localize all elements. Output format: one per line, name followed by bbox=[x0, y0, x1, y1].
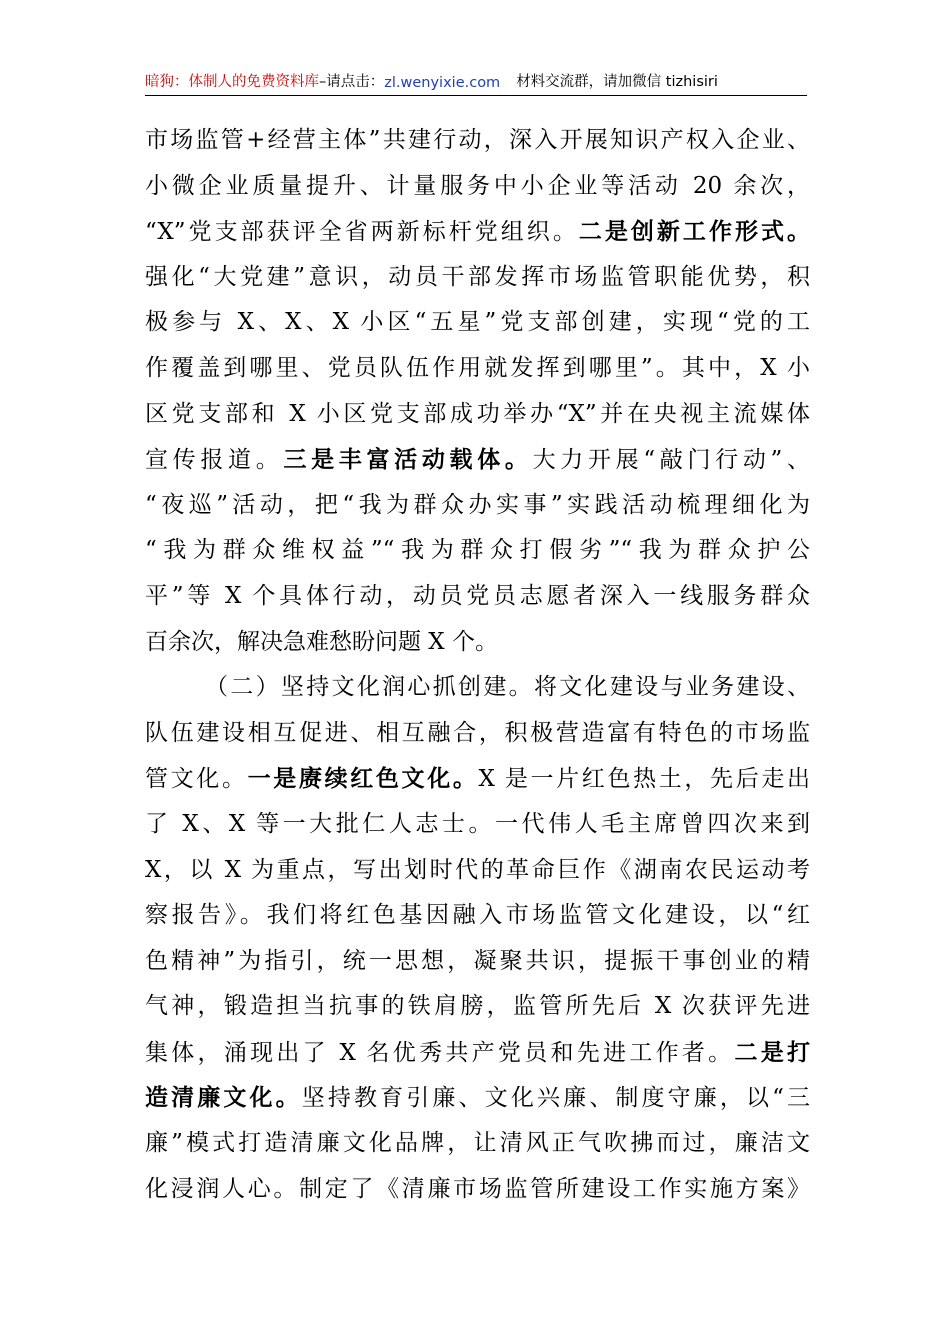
text-line: X，以 X 为重点，写出划时代的革命巨作《湖南农民运动考 bbox=[145, 856, 810, 883]
text-line: 小微企业质量提升、计量服务中小企业等活动 20 余次， bbox=[145, 172, 810, 199]
text-line: 色精神”为指引，统一思想，凝聚共识，提振干事创业的精 bbox=[145, 947, 810, 974]
text-line: 区党支部和 X 小区党支部成功举办“X”并在央视主流媒体 bbox=[145, 400, 810, 427]
text-line: 集体，涌现出了 X 名优秀共产党员和先进工作者。二是打 bbox=[145, 1038, 810, 1066]
document-body bbox=[145, 118, 810, 1212]
text-line: 市场监管+经营主体”共建行动，深入开展知识产权入企业、 bbox=[145, 127, 810, 153]
text-line: 察报告》。我们将红色基因融入市场监管文化建设，以“红 bbox=[145, 902, 810, 929]
text-line: 管文化。一是赓续红色文化。X 是一片红色热土，先后走出 bbox=[145, 765, 810, 793]
text-line: “我为群众维权益”“我为群众打假劣”“我为群众护公 bbox=[145, 537, 810, 564]
text-line: 造清廉文化。坚持教育引廉、文化兴廉、制度守廉，以“三 bbox=[145, 1084, 810, 1112]
header-site-name: 暗狗：体制人的免费资料库 bbox=[145, 74, 319, 90]
text-line: “夜巡”活动，把“我为群众办实事”实践活动梳理细化为 bbox=[145, 491, 810, 518]
text-line: 极参与 X、X、X 小区“五星”党支部创建，实现“党的工 bbox=[145, 309, 810, 336]
bold-heading: 一是赓续红色文化。 bbox=[247, 765, 479, 793]
bold-heading: 造清廉文化。 bbox=[145, 1084, 302, 1112]
header-wechat-note: 材料交流群，请加微信 tizhisiri bbox=[516, 74, 718, 90]
text-line: 百余次，解决急难愁盼问题 X 个。 bbox=[145, 628, 498, 655]
text-line: 平”等 X 个具体行动，动员党员志愿者深入一线服务群众 bbox=[145, 582, 810, 609]
section-heading-line: （二）坚持文化润心抓创建。将文化建设与业务建设、 bbox=[205, 674, 810, 701]
bold-heading: 二是创新工作形式。 bbox=[578, 218, 810, 246]
text-line: “X”党支部获评全省两新标杆党组织。二是创新工作形式。 bbox=[145, 218, 810, 246]
text-line: 强化“大党建”意识，动员干部发挥市场监管职能优势，积 bbox=[145, 263, 810, 290]
text-line: 了 X、X 等一大批仁人志士。一代伟人毛主席曾四次来到 bbox=[145, 810, 810, 837]
page-header bbox=[145, 64, 807, 96]
text-line: 宣传报道。三是丰富活动载体。大力开展“敲门行动”、 bbox=[145, 446, 810, 474]
text-line: 廉”模式打造清廉文化品牌，让清风正气吹拂而过，廉洁文 bbox=[145, 1130, 810, 1157]
bold-heading: 三是丰富活动载体。 bbox=[283, 446, 533, 474]
bold-heading: 二是打 bbox=[734, 1038, 810, 1066]
text-line: 队伍建设相互促进、相互融合，积极营造富有特色的市场监 bbox=[145, 719, 810, 746]
text-line: 气神，锻造担当抗事的铁肩膀，监管所先后 X 次获评先进 bbox=[145, 993, 810, 1020]
text-line: 作覆盖到哪里、党员队伍作用就发挥到哪里”。其中，X 小 bbox=[145, 354, 810, 381]
header-url-link[interactable]: zl.wenyixie.com bbox=[384, 75, 501, 91]
header-click-prompt: –请点击： bbox=[319, 74, 385, 90]
text-line: 化浸润人心。制定了《清廉市场监管所建设工作实施方案》 bbox=[145, 1175, 810, 1202]
